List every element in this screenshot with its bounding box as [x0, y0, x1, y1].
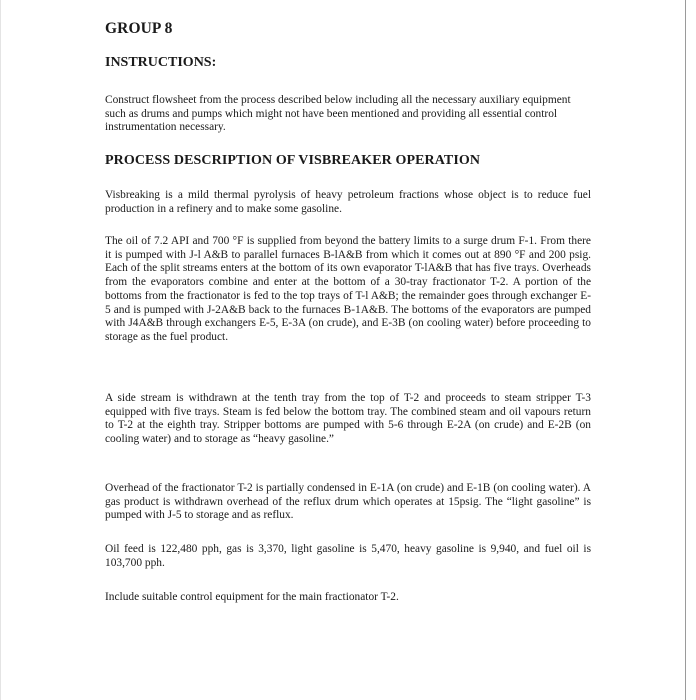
instructions-text: Construct flowsheet from the process described below including all the necessary auxiliary equipment such as drums and pumps which might not have been mentioned and providing all essential control instrumentation necessary. [105, 94, 571, 134]
paragraph-flow-rates: Oil feed is 122,480 pph, gas is 3,370, light gasoline is 5,470, heavy gasoline is 9,940, and fuel oil is 103,700 pph. [105, 543, 591, 569]
instructions-heading: INSTRUCTIONS: [105, 55, 217, 70]
paragraph-control: Include suitable control equipment for the main fractionator T-2. [105, 591, 399, 603]
group-title: GROUP 8 [105, 20, 173, 37]
paragraph-overhead: Overhead of the fractionator T-2 is partially condensed in E-1A (on crude) and E-1B (on cooling water). A gas product is withdrawn overhead of the reflux drum which operates at 15psig. The “light gasoline” is pumped with J-5 to storage and as reflux. [105, 482, 591, 522]
paragraph-oil-feed: The oil of 7.2 API and 700 °F is supplied from beyond the battery limits to a surge drum F-1. From there it is pumped with J-l A&B to parallel furnaces B-lA&B from which it comes out at 890 °F and 200 psig. Each of the split streams enters at the bottom of its own evaporator T-lA&B that has five trays. Overheads from the evaporators combine and enter at the bottom of a 30-tray fractionator T-2. A portion of the bottoms from the fractionator is fed to the top trays of T-l A&B; the remainder goes through exchanger E-5 and is pumped with J-2A&B back to the furnaces B-1A&B. The bottoms of the evaporators are pumped with J4A&B through exchangers E-5, E-3A (on crude), and E-3B (on cooling water) before proceeding to storage as the fuel product. [105, 235, 591, 343]
paragraph-side-stream: A side stream is withdrawn at the tenth tray from the top of T-2 and proceeds to steam stripper T-3 equipped with five trays. Steam is fed below the bottom tray. The combined steam and oil vapours return to T-2 at the eighth tray. Stripper bottoms are pumped with 5-6 through E-2A (on crude) and E-2B (on cooling water) and to storage as “heavy gasoline.” [105, 392, 591, 446]
section-heading: PROCESS DESCRIPTION OF VISBREAKER OPERATION [105, 153, 481, 168]
paragraph-intro: Visbreaking is a mild thermal pyrolysis of heavy petroleum fractions whose object is to reduce fuel production in a refinery and to make some gasoline. [105, 189, 591, 215]
